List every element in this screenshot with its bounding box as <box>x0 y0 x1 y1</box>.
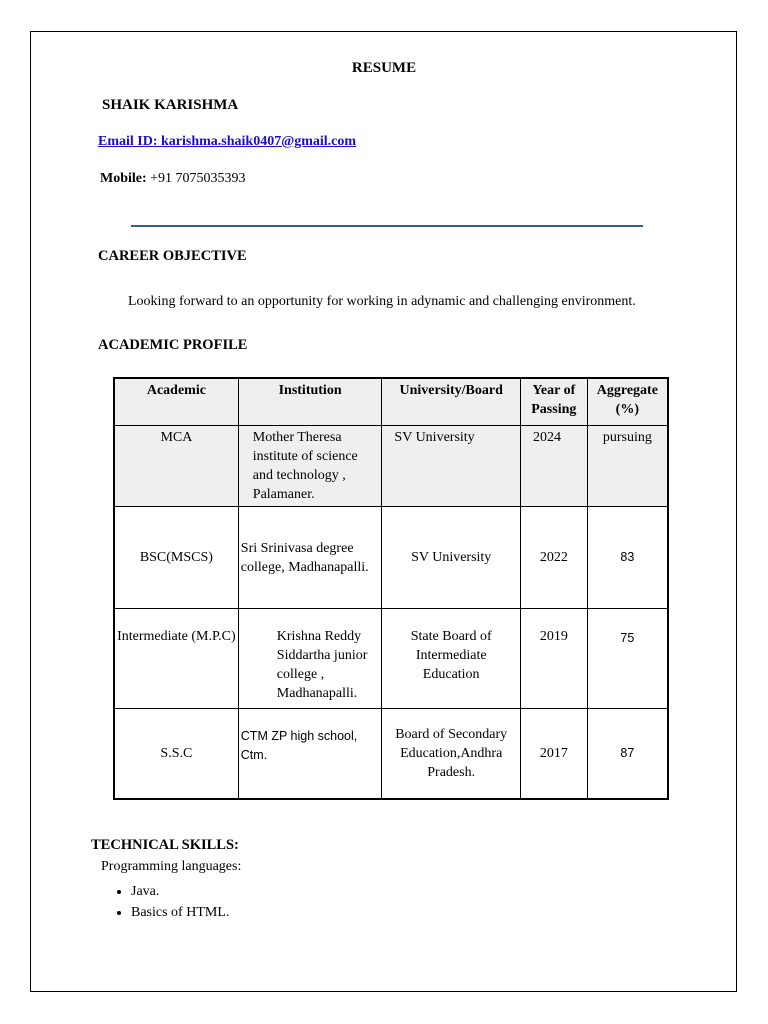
document-title: RESUME <box>351 60 417 76</box>
cell-aggregate: 87 <box>587 709 668 799</box>
header-academic: Academic <box>114 378 238 426</box>
cell-university: SV University <box>382 507 521 609</box>
email-link[interactable]: Email ID: karishma.shaik0407@gmail.com <box>98 134 357 149</box>
candidate-name: SHAIK KARISHMA <box>102 97 239 113</box>
cell-institution: CTM ZP high school, Ctm. <box>238 709 382 799</box>
mobile-label: Mobile: <box>100 171 147 186</box>
mobile-value: +91 7075035393 <box>146 171 246 186</box>
cell-university: Board of Secondary Education,Andhra Pradesh. <box>382 709 521 799</box>
academic-profile-heading: ACADEMIC PROFILE <box>98 337 248 353</box>
list-item: • Java. <box>131 881 229 902</box>
cell-institution: Krishna Reddy Siddartha junior college , Madhanapalli. <box>238 609 382 709</box>
cell-year: 2019 <box>520 609 587 709</box>
academic-table <box>113 377 669 800</box>
cell-university: State Board of Intermediate Education <box>382 609 521 709</box>
career-objective-heading: CAREER OBJECTIVE <box>98 248 247 264</box>
cell-academic: MCA <box>114 426 238 507</box>
table-row <box>114 426 668 507</box>
cell-academic: BSC(MSCS) <box>114 507 238 609</box>
cell-aggregate: 75 <box>587 609 668 709</box>
table-row <box>114 507 668 609</box>
cell-aggregate: 83 <box>587 507 668 609</box>
horizontal-divider <box>131 225 643 227</box>
header-university: University/Board <box>382 378 521 426</box>
cell-institution: Mother Theresa institute of science and technology , Palamaner. <box>238 426 382 507</box>
programming-languages-label: Programming languages: <box>101 859 242 874</box>
cell-institution: Sri Srinivasa degree college, Madhanapalli. <box>238 507 382 609</box>
header-aggregate: Aggregate (%) <box>587 378 668 426</box>
skills-list <box>103 881 229 923</box>
cell-year: 2017 <box>520 709 587 799</box>
career-objective-text: Looking forward to an opportunity for working in adynamic and challenging environment. <box>128 294 636 309</box>
technical-skills-heading: TECHNICAL SKILLS: <box>91 837 239 853</box>
table-row <box>114 709 668 799</box>
table-header-row <box>114 378 668 426</box>
mobile-line <box>100 171 246 187</box>
cell-academic: S.S.C <box>114 709 238 799</box>
cell-university: SV University <box>382 426 521 507</box>
cell-academic: Intermediate (M.P.C) <box>114 609 238 709</box>
cell-year: 2024 <box>520 426 587 507</box>
cell-year: 2022 <box>520 507 587 609</box>
table-row <box>114 609 668 709</box>
header-institution: Institution <box>238 378 382 426</box>
header-year: Year of Passing <box>520 378 587 426</box>
cell-aggregate: pursuing <box>587 426 668 507</box>
list-item: • Basics of HTML. <box>131 902 229 923</box>
